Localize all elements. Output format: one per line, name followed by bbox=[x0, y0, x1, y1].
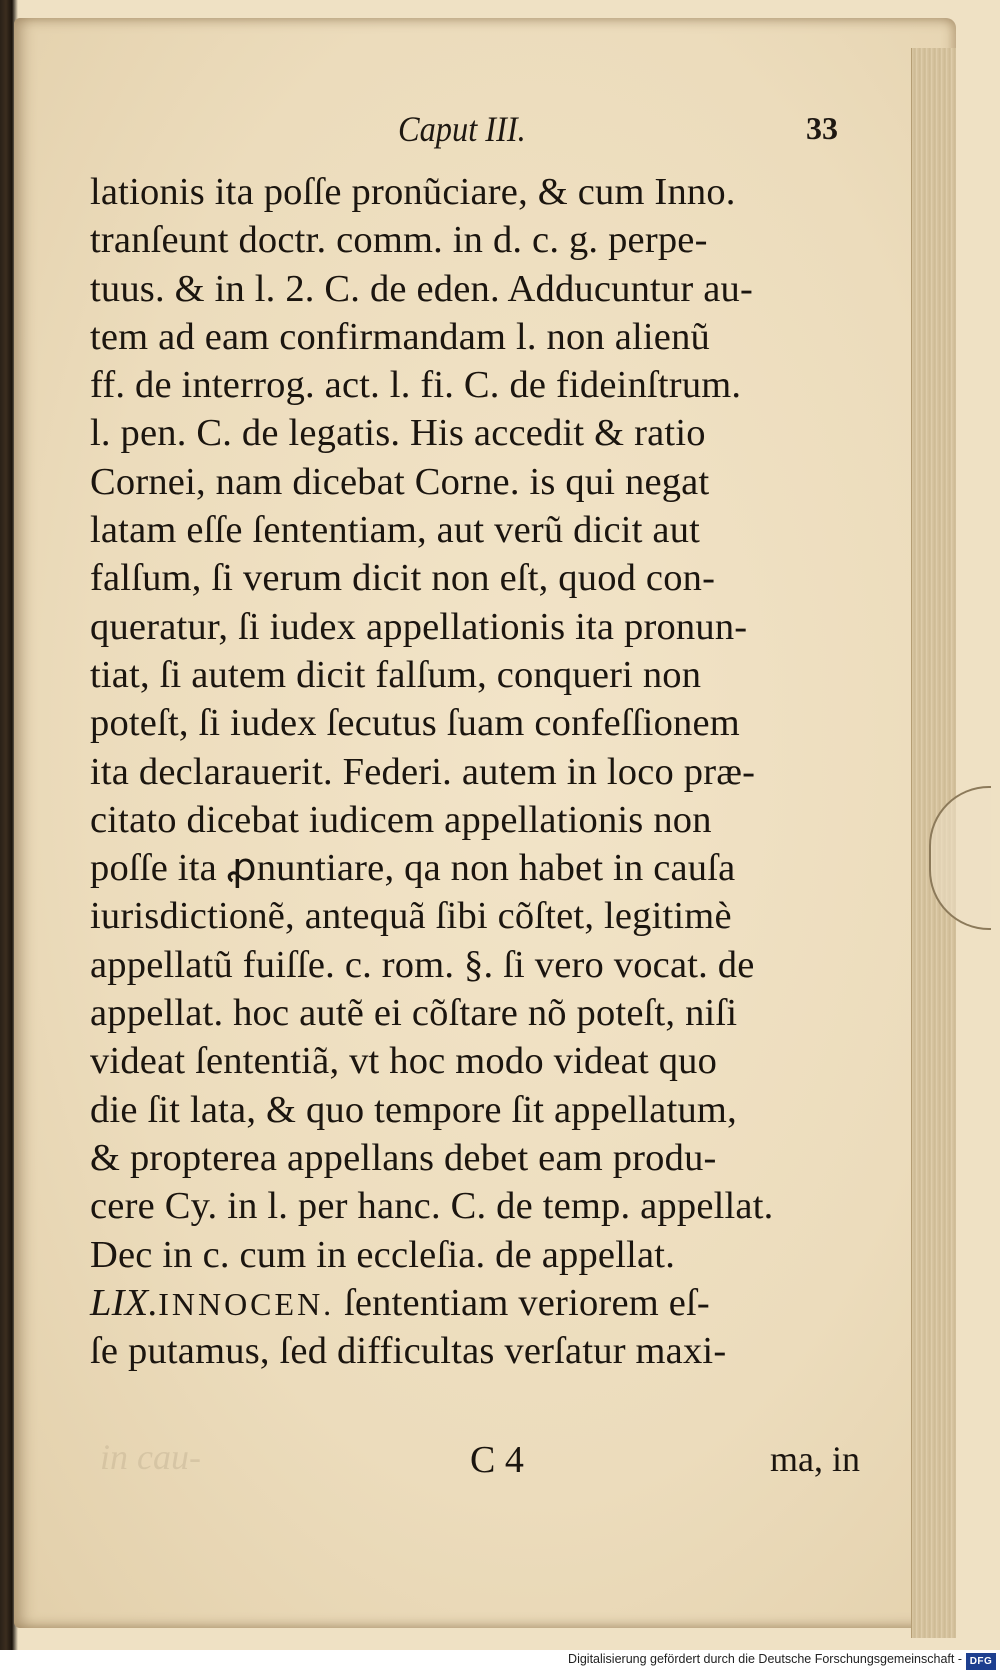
text-segment: INNOCEN. bbox=[158, 1285, 335, 1322]
text-segment: tiat, ſi autem dicit falſum, conqueri non bbox=[90, 653, 702, 696]
text-line bbox=[90, 506, 850, 554]
text-line bbox=[90, 1134, 850, 1182]
show-through-text: in cau- bbox=[100, 1437, 201, 1477]
digitization-credit-bar bbox=[0, 1650, 1000, 1674]
text-line bbox=[90, 1086, 850, 1134]
page-header bbox=[14, 108, 956, 168]
text-line bbox=[90, 458, 850, 506]
text-segment: & propterea appellans debet eam produ- bbox=[90, 1136, 717, 1179]
text-line bbox=[90, 361, 850, 409]
text-segment: Cornei, nam dicebat Corne. is qui negat bbox=[90, 460, 710, 503]
running-head: Caput III. bbox=[398, 109, 526, 149]
text-line bbox=[90, 699, 850, 747]
signature-mark: C 4 bbox=[470, 1439, 524, 1481]
text-line bbox=[90, 844, 850, 892]
dfg-logo: DFG bbox=[966, 1653, 996, 1670]
text-segment: tranſeunt doctr. comm. in d. c. g. perpe- bbox=[90, 219, 708, 262]
text-segment: cere Cy. in l. per hanc. C. de temp. appellat. bbox=[90, 1185, 774, 1228]
text-line bbox=[90, 313, 850, 361]
text-line bbox=[90, 651, 850, 699]
text-line bbox=[90, 892, 850, 940]
text-segment: falſum, ſi verum dicit non eſt, quod con- bbox=[90, 557, 716, 600]
text-segment: latam eſſe ſententiam, aut verũ dicit aut bbox=[90, 509, 701, 552]
page-number: 33 bbox=[806, 110, 838, 146]
text-segment: Dec in c. cum in eccleſia. de appellat. bbox=[90, 1233, 676, 1276]
text-line bbox=[90, 1182, 850, 1230]
text-segment: videat ſententiã, vt hoc modo videat quo bbox=[90, 1040, 718, 1083]
text-segment: ff. de interrog. act. l. fi. C. de fideinſtrum. bbox=[90, 364, 742, 407]
text-segment: LIX. bbox=[90, 1281, 159, 1324]
text-segment: ita declarauerit. Federi. autem in loco præ- bbox=[90, 750, 756, 793]
text-line bbox=[90, 1327, 850, 1375]
text-segment: ſe putamus, ſed difficultas verſatur maxi- bbox=[90, 1330, 727, 1373]
text-line bbox=[90, 941, 850, 989]
book-page bbox=[14, 18, 956, 1628]
text-line bbox=[90, 796, 850, 844]
text-segment: appellatũ fuiſſe. c. rom. §. ſi vero vocat. de bbox=[90, 943, 755, 986]
text-line bbox=[90, 1231, 850, 1279]
page-footer bbox=[90, 1438, 860, 1488]
text-line bbox=[90, 554, 850, 602]
text-segment: tem ad eam confirmandam l. non alienũ bbox=[90, 315, 710, 358]
text-segment: iurisdictionẽ, antequã ſibi cõſtet, legitimè bbox=[90, 895, 732, 938]
text-line bbox=[90, 168, 850, 216]
text-line bbox=[90, 603, 850, 651]
text-segment: tuus. & in l. 2. C. de eden. Adducuntur au- bbox=[90, 267, 754, 310]
catchword: ma, in bbox=[770, 1439, 860, 1479]
text-segment: citato dicebat iudicem appellationis non bbox=[90, 798, 712, 841]
text-segment: l. pen. C. de legatis. His accedit & ratio bbox=[90, 412, 706, 455]
text-line bbox=[90, 1037, 850, 1085]
text-line bbox=[90, 265, 850, 313]
text-line bbox=[90, 1279, 850, 1327]
text-line bbox=[90, 216, 850, 264]
text-line bbox=[90, 409, 850, 457]
credit-text: Digitalisierung gefördert durch die Deutsche Forschungsgemeinschaft - bbox=[568, 1652, 962, 1666]
text-segment: lationis ita poſſe pronũciare, & cum Inno. bbox=[90, 171, 736, 213]
text-segment: queratur, ſi iudex appellationis ita pronun- bbox=[90, 605, 748, 648]
text-segment: poſſe ita ꝓnuntiare, qa non habet in cauſa bbox=[90, 847, 736, 890]
body-text bbox=[90, 168, 850, 1375]
text-segment: die ſit lata, & quo tempore ſit appellatum, bbox=[90, 1088, 737, 1131]
text-segment: appellat. hoc autẽ ei cõſtare nõ poteſt, niſi bbox=[90, 992, 738, 1035]
text-line bbox=[90, 989, 850, 1037]
text-line bbox=[90, 748, 850, 796]
text-segment: ſententiam veriorem eſ- bbox=[334, 1281, 710, 1324]
text-segment: poteſt, ſi iudex ſecutus ſuam confeſſionem bbox=[90, 702, 740, 745]
